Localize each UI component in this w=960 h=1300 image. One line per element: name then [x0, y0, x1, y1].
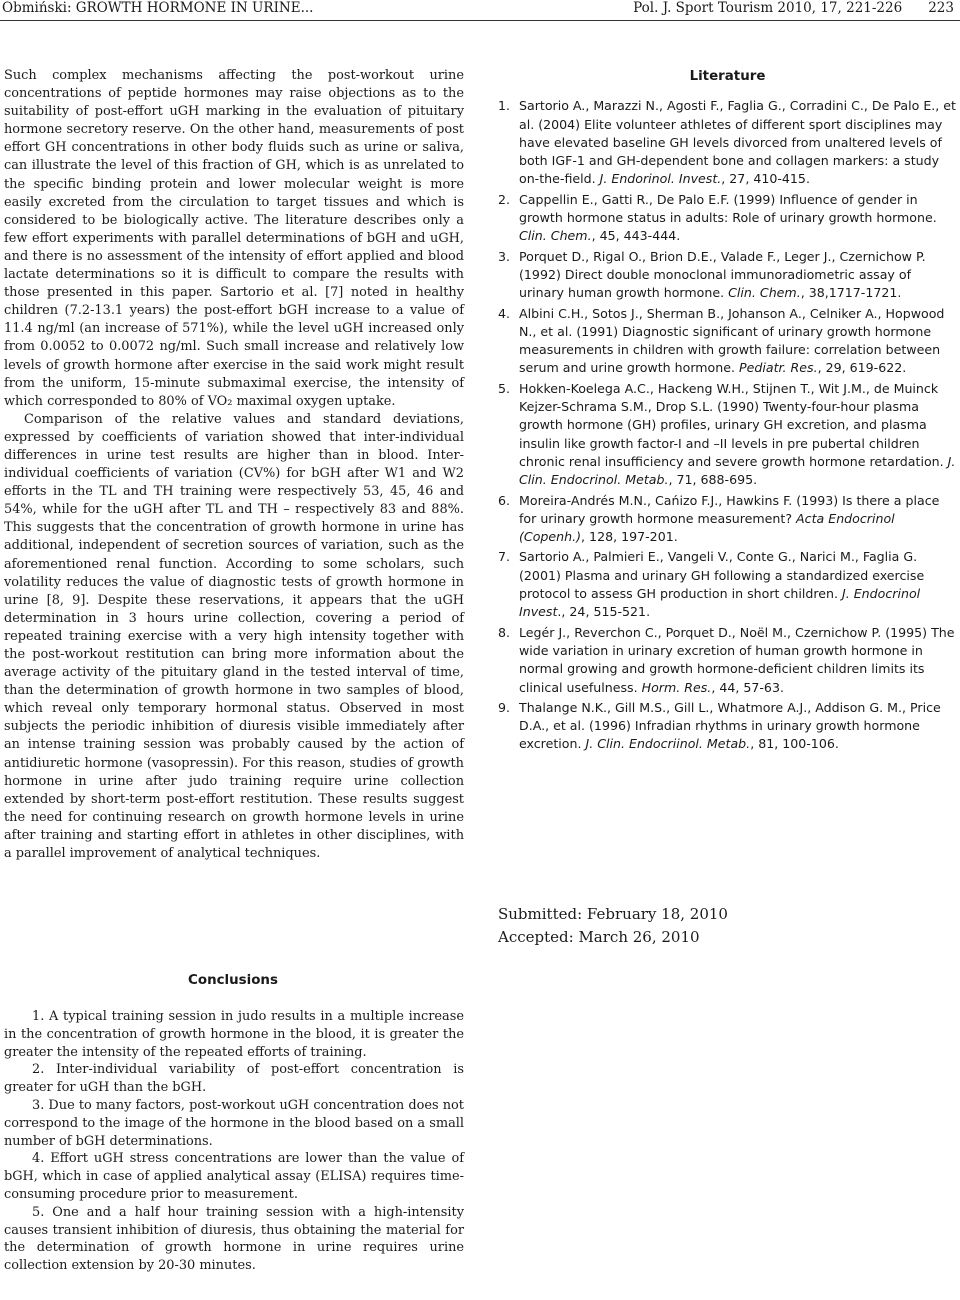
- reference-body: Albini C.H., Sotos J., Sherman B., Johanson A., Celniker A., Hopwood N., et al. (1991) Diagnostic significant of urinary growth hormone measurements in children with growth failure: correlation between serum and urine growth hormone.: [519, 305, 945, 376]
- reference-tail: , 27, 410-415.: [721, 171, 810, 187]
- reference-body: Sartorio A., Palmieri E., Vangeli V., Conte G., Narici M., Faglia G. (2001) Plasma and urinary GH following a standardized exercise protocol to assess GH production in short children.: [519, 549, 925, 602]
- reference-number: 7.: [498, 549, 511, 565]
- reference-body: Moreira-Andrés M.N., Cańizo F.J., Hawkins F. (1993) Is there a place for urinary growth hormone measurement?: [519, 492, 940, 526]
- reference-number: 8.: [498, 624, 511, 640]
- reference-item: [498, 191, 957, 246]
- reference-item: [498, 248, 957, 303]
- reference-journal: J. Endocrinol Invest: [519, 586, 921, 620]
- reference-text: [519, 97, 957, 188]
- reference-item: [498, 624, 957, 697]
- reference-number: 6.: [498, 492, 511, 508]
- running-header: [0, 0, 960, 21]
- reference-number: 2.: [498, 191, 511, 207]
- reference-body: Sartorio A., Marazzi N., Agosti F., Faglia G., Corradini C., De Palo E., et al. (2004) Elite volunteer athletes of different sport disciplines may have elevated baseline GH levels divorced from unaltered levels of both IGF-1 and GH-dependent bone and collagen markers: a study on-the-field.: [519, 98, 956, 187]
- reference-journal: Clin. Chem.: [519, 228, 592, 244]
- reference-tail: , 128, 197-201.: [581, 529, 678, 545]
- reference-text: [519, 305, 957, 378]
- reference-body: Hokken-Koelega A.C., Hackeng W.H., Stijnen T., Wit J.M., de Muinck Kejzer-Schrama S.M., Drop S.L. (1990) Twenty-four-hour plasma growth hormone (GH) profiles, urinary GH excretion, and plasma insulin like growth factor-I and –II levels in pre pubertal children chronic renal insufficiency and severe growth hormone retardation.: [519, 380, 944, 469]
- literature-heading: Literature: [689, 69, 766, 84]
- reference-journal: Acta Endocrinol (Copenh.): [519, 510, 895, 545]
- reference-number: 5.: [498, 380, 511, 396]
- conclusion-item: 3. Due to many factors, post-workout uGH concentration does not correspond to the image of the hormone in the blood based on a small number of bGH determinations.: [4, 1097, 464, 1149]
- reference-body: Cappellin E., Gatti R., De Palo E.F. (1999) Influence of gender in growth hormone status in adults: Role of urinary growth hormone.: [519, 191, 937, 226]
- reference-tail: , 38,1717-1721.: [800, 285, 902, 301]
- reference-text: [519, 548, 957, 621]
- reference-journal: J. Clin. Endocriinol. Metab.: [585, 736, 751, 752]
- reference-number: 3.: [498, 248, 511, 264]
- reference-tail: , 44, 57-63.: [711, 679, 784, 695]
- reference-text: [519, 492, 957, 547]
- accepted-date: Accepted: March 26, 2010: [498, 928, 700, 946]
- reference-tail: , 71, 688-695.: [668, 472, 758, 488]
- reference-item: [498, 492, 957, 547]
- reference-tail: ., 24, 515-521.: [557, 604, 651, 620]
- submitted-date: Submitted: February 18, 2010: [498, 905, 728, 923]
- discussion-text: [4, 67, 464, 863]
- reference-journal: Horm. Res.: [641, 679, 712, 695]
- reference-item: [498, 380, 957, 490]
- body-paragraph: Comparison of the relative values and standard deviations, expressed by coefficients of variation showed that inter-individual differences in urine test results are higher than in blood. Inter-individual coefficients of variation (CV%) for bGH after W1 and W2 efforts in the TL and TH training were respectively 53, 45, 46 and 54%, while for the uGH after TL and TH – respectively 83 and 88%. This suggests that the concentration of growth hormone in urine has additional, independent of secretion sources of variation, such as the aforementioned renal function. According to some scholars, such volatility reduces the value of diagnostic tests of growth hormone in urine [8, 9]. Despite these reservations, it appears that the uGH determination in 3 hours urine collection, covering a period of repeated training exercise with a very high intensity together with the post-workout restitution can bring more information about the average activity of the pituitary gland in the tested interval of time, than the determination of growth hormone in two samples of blood, which reveal only temporary hormonal status. Observed in most subjects the periodic inhibition of diuresis visible immediately after an intense training session was probably caused by the action of antidiuretic hormone (vasopressin). For this reason, studies of growth hormone in urine after judo training require urine collection extended by short-term post-effort restitution. These results suggest the need for continuing research on growth hormone levels in urine after training and starting effort in athletes in other disciplines, with a parallel improvement of analytical techniques.: [4, 411, 464, 862]
- reference-number: 9.: [498, 699, 511, 715]
- reference-tail: , 81, 100-106.: [750, 736, 839, 752]
- conclusion-item: 4. Effort uGH stress concentrations are lower than the value of bGH, which in case of applied analytical assay (ELISA) requires time-consuming procedure prior to measurement.: [4, 1151, 464, 1202]
- header-author-title: Obmiński: GROWTH HORMONE IN URINE...: [2, 0, 314, 16]
- conclusions-heading: Conclusions: [188, 973, 278, 988]
- reference-text: [519, 699, 957, 754]
- reference-tail: , 29, 619-622.: [817, 360, 907, 376]
- reference-journal: J. Clin. Endocrinol. Metab.: [519, 453, 956, 488]
- reference-text: [519, 624, 957, 697]
- reference-item: [498, 305, 957, 378]
- conclusion-item: 1. A typical training session in judo results in a multiple increase in the concentration of growth hormone in the blood, it is greater the greater the intensity of the repeated efforts of training.: [4, 1009, 464, 1060]
- reference-item: [498, 699, 957, 754]
- reference-body: Porquet D., Rigal O., Brion D.E., Valade F., Leger J., Czernichow P. (1992) Direct double monoclonal immunoradiometric assay of urinary human growth hormone.: [519, 248, 926, 301]
- reference-item: [498, 548, 957, 621]
- reference-text: [519, 380, 957, 490]
- reference-number: 1.: [498, 98, 511, 114]
- reference-journal: Pediatr. Res.: [739, 360, 818, 376]
- page-number: 223: [928, 0, 954, 16]
- reference-item: [498, 97, 957, 188]
- reference-number: 4.: [498, 305, 511, 321]
- reference-tail: , 45, 443-444.: [591, 228, 681, 244]
- conclusion-item: 2. Inter-individual variability of post-effort concentration is greater for uGH than the bGH.: [4, 1062, 464, 1096]
- header-journal: Pol. J. Sport Tourism 2010, 17, 221-226: [633, 0, 903, 16]
- conclusions-list: [4, 1008, 464, 1275]
- literature-section: [498, 68, 957, 756]
- submission-dates: [498, 903, 728, 949]
- body-paragraph: Such complex mechanisms affecting the post-workout urine concentrations of peptide hormones may raise objections as to the suitability of post-effort uGH marking in the evaluation of pituitary hormone secretory reserve. On the other hand, measurements of post effort GH concentrations in other body fluids such as urine or saliva, can illustrate the level of this fraction of GH, which is as unrelated to the specific binding protein and lower molecular weight is more easily excreted from the circulation to target tissues and which is considered to be biologically active. The literature describes only a few effort experiments with parallel determinations of bGH and uGH, and there is no assessment of the intensity of effort applied and blood lactate determinations so it is difficult to compare the results with those presented in this paper. Sartorio et al. [7] noted in healthy children (7.2-13.1 years) the post-effort bGH increase to a value of 11.4 ng/ml (an increase of 571%), while the level uGH increased only from 0.0052 to 0.0072 ng/ml. Such small increase and relatively low levels of growth hormone after exercise in the said work might result from the uniform, 15-minute submaximal exercise, the intensity of which corresponded to 80% of VO₂ maximal oxygen uptake.: [4, 68, 464, 409]
- conclusion-item: 5. One and a half hour training session with a high-intensity causes transient inhibition of diuresis, thus obtaining the material for the determination of growth hormone in urine requires urine collection extension by 20-30 minutes.: [4, 1204, 464, 1274]
- reference-journal: J. Endorinol. Invest.: [599, 171, 722, 187]
- header-journal-info: [633, 0, 954, 16]
- reference-body: Thalange N.K., Gill M.S., Gill L., Whatmore A.J., Addison G. M., Price D.A., et al. (1996) Infradian rhythms in urinary growth hormone excretion.: [519, 699, 941, 752]
- reference-journal: Clin. Chem.: [728, 285, 801, 301]
- reference-text: [519, 191, 957, 246]
- reference-text: [519, 248, 957, 303]
- reference-body: Legér J., Reverchon C., Porquet D., Noël M., Czernichow P. (1995) The wide variation in urinary excretion of human growth hormone in normal growing and growth hormone-deficient children limits its clinical usefulness.: [519, 624, 955, 695]
